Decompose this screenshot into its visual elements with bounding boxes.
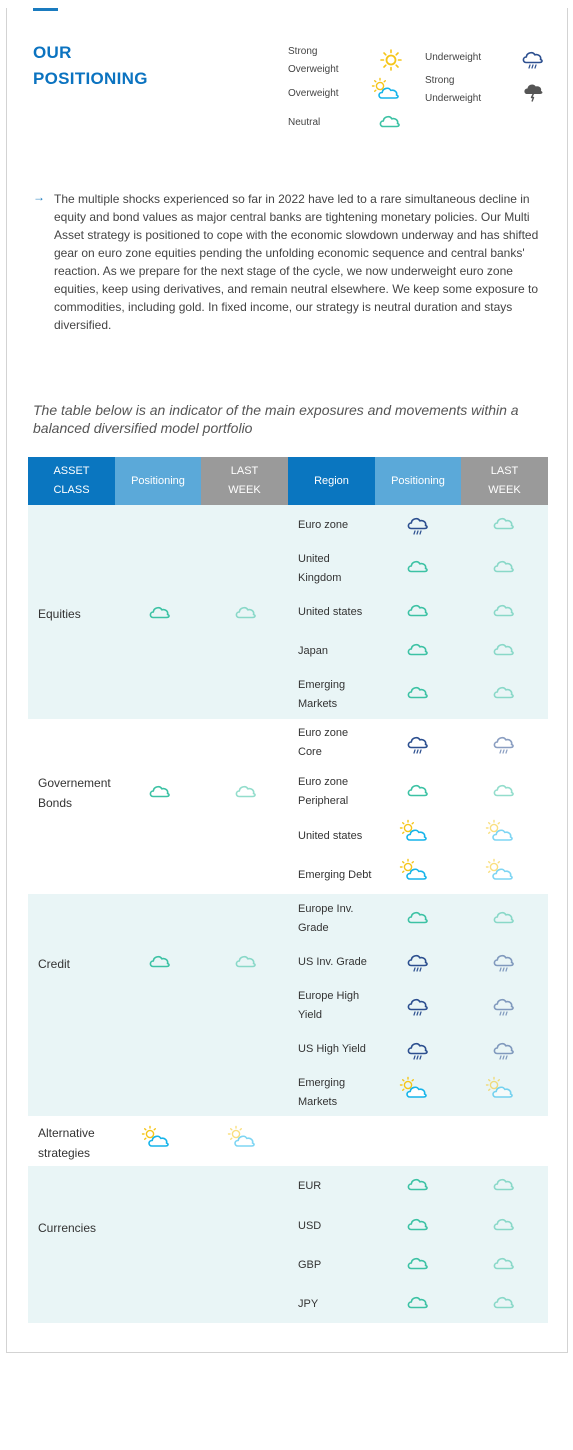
region-last-week-overweight-icon — [485, 1076, 517, 1107]
region-positioning-neutral-icon — [405, 1252, 431, 1279]
asset-alternative-strategies — [38, 1123, 95, 1163]
header-last-week — [201, 457, 288, 505]
legend-strong-underweight — [425, 72, 481, 108]
region-positioning-underweight-icon — [405, 731, 431, 762]
asset-government-bonds — [38, 773, 111, 813]
region-label-line: Core — [298, 746, 322, 758]
region-last-week-overweight-icon — [485, 819, 517, 850]
asset-government-bonds-line-1: Governement — [38, 776, 111, 790]
region-positioning-overweight-icon — [399, 858, 431, 889]
region-label: GBP — [298, 1259, 322, 1271]
arrow-right-icon: → — [33, 190, 45, 204]
region-last-week-neutral-icon — [491, 599, 517, 626]
legend-underweight: Underweight — [425, 52, 482, 63]
govt-positioning-icon — [147, 780, 173, 807]
storm-icon — [521, 79, 545, 103]
alt-positioning-icon — [141, 1125, 173, 1156]
region-last-week-underweight-icon — [491, 1037, 517, 1068]
credit-last-week-icon — [233, 950, 259, 977]
region-label: USD — [298, 1220, 322, 1232]
region-last-week-underweight-icon — [491, 731, 517, 762]
region-positioning-neutral-icon — [405, 555, 431, 582]
header-region-last-week-line-1: LAST — [490, 465, 519, 477]
legend-strong-overweight-line-1: Strong — [288, 46, 318, 57]
region-positioning-neutral-icon — [405, 599, 431, 626]
region-label: Emerging Debt — [298, 869, 372, 881]
strategy-description — [33, 190, 548, 334]
region-last-week-neutral-icon — [491, 779, 517, 806]
header-region-positioning: Positioning — [375, 457, 461, 505]
equities-band — [28, 505, 548, 719]
region-last-week-neutral-icon — [491, 1291, 517, 1318]
legend-underweight-icon — [520, 46, 546, 77]
legend-strong-overweight — [288, 43, 339, 79]
asset-equities: Equities — [38, 607, 81, 621]
region-label-line: Markets — [298, 698, 338, 710]
page-title-line-1: OUR — [33, 43, 72, 62]
legend-overweight-icon — [371, 77, 403, 108]
asset-government-bonds-line-2: Bonds — [38, 796, 73, 810]
header-region-last-week-line-2: WEEK — [488, 484, 521, 496]
header-asset-class-line-2: CLASS — [53, 484, 90, 496]
region-label — [298, 676, 378, 714]
region-last-week-underweight-icon — [491, 949, 517, 980]
header-asset-class-line-1: ASSET — [53, 465, 90, 477]
region-positioning-neutral-icon — [405, 638, 431, 665]
header-asset-class — [28, 457, 115, 505]
equities-last-week-icon — [233, 601, 259, 628]
accent-bar — [33, 8, 58, 11]
region-positioning-underweight-icon — [405, 512, 431, 543]
region-positioning-neutral-icon — [405, 1173, 431, 1200]
region-positioning-underweight-icon — [405, 949, 431, 980]
region-last-week-neutral-icon — [491, 1252, 517, 1279]
region-label-line: Emerging — [298, 1077, 346, 1089]
legend-overweight: Overweight — [288, 88, 339, 99]
region-last-week-neutral-icon — [491, 681, 517, 708]
region-label — [298, 900, 378, 938]
header-region: Region — [288, 457, 375, 505]
region-last-week-neutral-icon — [491, 555, 517, 582]
region-label-line: Europe Inv. — [298, 903, 354, 915]
region-label: United states — [298, 830, 363, 842]
strategy-description-text: The multiple shocks experienced so far in 2022 have led to a rare simultaneous decline in equity and bond values as major central banks are tightening monetary policies. Our Multi Asset strategy is positioned to cope with the economic slowdown underway and has shifted gear on euro zone equities pending the unfolding economic sequence and central banks' reaction. As we prepare for the next stage of the cycle, we now underweight euro zone equities, keep using derivatives, and remain neutral elsewhere. We keep some exposure to commodities, including gold. In fixed income, our strategy is neutral duration and stays diversified. — [54, 192, 539, 332]
region-positioning-overweight-icon — [399, 819, 431, 850]
asset-currencies: Currencies — [38, 1221, 97, 1235]
page-title-line-2: POSITIONING — [33, 69, 148, 88]
page-title — [33, 40, 148, 92]
region-positioning-neutral-icon — [405, 779, 431, 806]
region-label-line: Markets — [298, 1096, 338, 1108]
region-positioning-underweight-icon — [405, 993, 431, 1024]
region-label-line: Kingdom — [298, 572, 342, 584]
legend-strong-underweight-line-1: Strong — [425, 75, 455, 86]
region-label — [298, 1074, 378, 1112]
region-label — [298, 550, 378, 588]
region-label-line: Yield — [298, 1009, 323, 1021]
region-label: US High Yield — [298, 1043, 366, 1055]
region-last-week-underweight-icon — [491, 993, 517, 1024]
header-positioning: Positioning — [115, 457, 201, 505]
header-last-week-line-2: WEEK — [228, 484, 261, 496]
equities-positioning-icon — [147, 601, 173, 628]
region-positioning-neutral-icon — [405, 906, 431, 933]
alt-last-week-icon — [227, 1125, 259, 1156]
credit-positioning-icon — [147, 950, 173, 977]
region-last-week-neutral-icon — [491, 1173, 517, 1200]
region-label — [298, 773, 378, 811]
region-label-line: Emerging — [298, 679, 346, 691]
region-positioning-neutral-icon — [405, 1291, 431, 1318]
region-positioning-neutral-icon — [405, 1213, 431, 1240]
region-label: Japan — [298, 645, 328, 657]
region-positioning-overweight-icon — [399, 1076, 431, 1107]
legend-neutral-icon — [377, 110, 403, 137]
header-last-week-line-1: LAST — [230, 465, 259, 477]
currencies-band — [28, 1166, 548, 1323]
header-region-last-week — [461, 457, 548, 505]
legend-strong-overweight-line-2: Overweight — [288, 64, 339, 75]
region-label: EUR — [298, 1180, 322, 1192]
region-label-line: Grade — [298, 922, 329, 934]
region-positioning-underweight-icon — [405, 1037, 431, 1068]
region-label: JPY — [298, 1298, 319, 1310]
region-label-line: Peripheral — [298, 795, 349, 807]
asset-alternative-line-2: strategies — [38, 1146, 91, 1160]
region-label-line: Euro zone — [298, 776, 349, 788]
region-label-line: United — [298, 553, 330, 565]
asset-alternative-line-1: Alternative — [38, 1126, 95, 1140]
region-positioning-neutral-icon — [405, 681, 431, 708]
region-last-week-neutral-icon — [491, 638, 517, 665]
region-label: Euro zone — [298, 519, 349, 531]
region-label-line: Euro zone — [298, 727, 349, 739]
region-last-week-overweight-icon — [485, 858, 517, 889]
asset-credit: Credit — [38, 957, 71, 971]
region-last-week-neutral-icon — [491, 512, 517, 539]
table-intro: The table below is an indicator of the main exposures and movements within a balanced diversified model portfolio — [33, 402, 519, 436]
region-label-line: Europe High — [298, 990, 360, 1002]
region-label: US Inv. Grade — [298, 956, 367, 968]
region-last-week-neutral-icon — [491, 906, 517, 933]
credit-band — [28, 894, 548, 1116]
region-label: United states — [298, 606, 363, 618]
legend-neutral: Neutral — [288, 117, 321, 128]
govt-last-week-icon — [233, 780, 259, 807]
sun-icon — [379, 49, 403, 71]
region-last-week-neutral-icon — [491, 1213, 517, 1240]
legend-strong-underweight-line-2: Underweight — [425, 93, 482, 104]
alternatives-band — [28, 1116, 548, 1166]
region-label — [298, 724, 378, 762]
region-label — [298, 987, 378, 1025]
